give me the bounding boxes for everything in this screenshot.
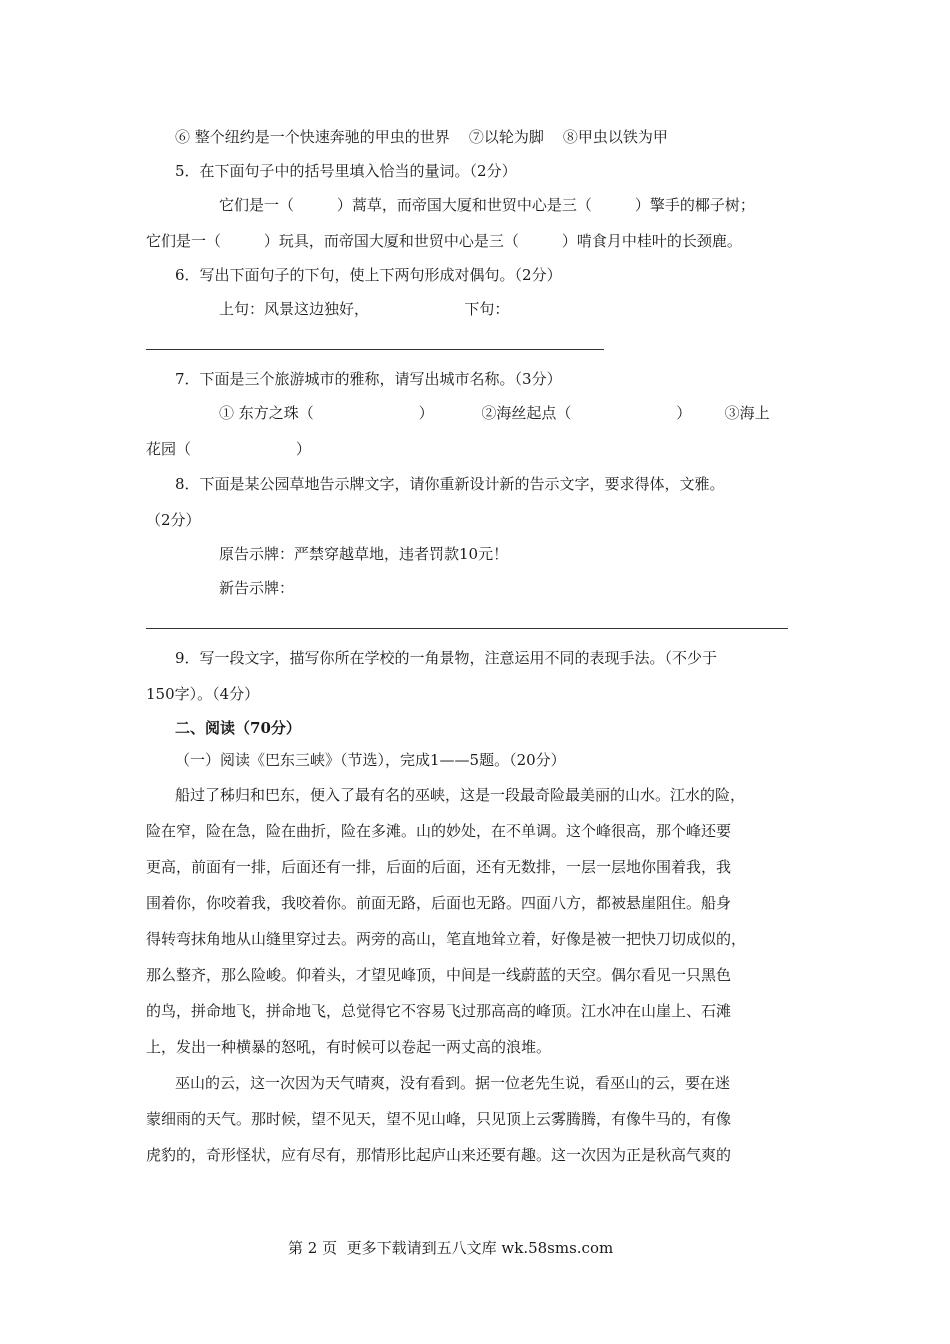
passage-line: 围着你，你咬着我，我咬着你。前面无路，后面也无路。四面八方，都被悬崖阻住。船身 [146,894,732,912]
passage-line: 的鸟，拼命地飞，拼命地飞，总觉得它不容易飞过那高高的峰顶。江水冲在山崖上、石滩 [146,1002,732,1020]
question-9: 9．写一段文字，描写你所在学校的一角景物，注意运用不同的表现手法。（不少于 [175,649,718,667]
question-5: 5．在下面句子中的括号里填入恰当的量词。（2分） [175,162,517,180]
question-5-sentence-1: 它们是一（ ）蒿草，而帝国大厦和世贸中心是三（ ）擎手的椰子树； [219,196,755,214]
option-line: ⑥ 整个纽约是一个快速奔驰的甲虫的世界 ⑦以轮为脚 ⑧甲虫以铁为甲 [175,128,668,146]
passage-line: 更高，前面有一排，后面还有一排，后面的后面，还有无数排，一层一层地你围着我，我 [146,858,732,876]
question-9-cont: 150字）。（4分） [146,685,260,703]
passage-line: 那么整齐，那么险峻。仰着头，才望见峰顶，中间是一线蔚蓝的天空。偶尔看见一只黑色 [146,966,732,984]
question-8-score: （2分） [146,511,201,529]
page-footer: 第 2 页 更多下载请到五八文库 wk.58sms.com [288,1239,614,1257]
passage-line: 巫山的云，这一次因为天气晴爽，没有看到。据一位老先生说，看巫山的云，要在迷 [175,1074,731,1092]
question-8: 8．下面是某公园草地告示牌文字，请你重新设计新的告示文字，要求得体，文雅。 [175,475,725,493]
original-sign: 原告示牌：严禁穿越草地，违者罚款10元！ [219,545,509,563]
question-6-prompt: 上句：风景这边独好， 下句： [219,300,510,318]
passage-line: 船过了秭归和巴东，便入了最有名的巫峡，这是一段最奇险最美丽的山水。江水的险， [175,786,746,804]
passage-line: 蒙细雨的天气。那时候，望不见天，望不见山峰，只见顶上云雾腾腾，有像牛马的，有像 [146,1110,732,1128]
section-heading: 二、阅读（70分） [175,719,301,737]
passage-line: 得转弯抹角地从山缝里穿过去。两旁的高山，笔直地耸立着，好像是被一把快刀切成似的， [146,930,747,948]
question-7-options: ① 东方之珠（ ） ②海丝起点（ ） ③海上 [219,404,770,422]
question-5-sentence-2: 它们是一（ ）玩具，而帝国大厦和世贸中心是三（ ）啃食月中桂叶的长颈鹿。 [146,232,742,250]
question-7: 7．下面是三个旅游城市的雅称，请写出城市名称。（3分） [175,370,562,388]
question-6: 6．写出下面句子的下句，使上下两句形成对偶句。（2分） [175,266,562,284]
passage-line: 险在窄，险在急，险在曲折，险在多滩。山的妙处，在不单调。这个峰很高，那个峰还要 [146,822,732,840]
answer-line [146,349,604,350]
new-sign: 新告示牌： [219,579,295,597]
passage-line: 上，发出一种横暴的怒吼，有时候可以卷起一两丈高的浪堆。 [146,1038,552,1056]
passage-line: 虎豹的，奇形怪状，应有尽有，那情形比起庐山来还要有趣。这一次因为正是秋高气爽的 [146,1146,732,1164]
reading-instruction: （一）阅读《巴东三峡》（节选），完成1——5题。（20分） [175,751,566,769]
answer-line [146,628,788,629]
question-7-options-cont: 花园（ ） [146,440,311,458]
